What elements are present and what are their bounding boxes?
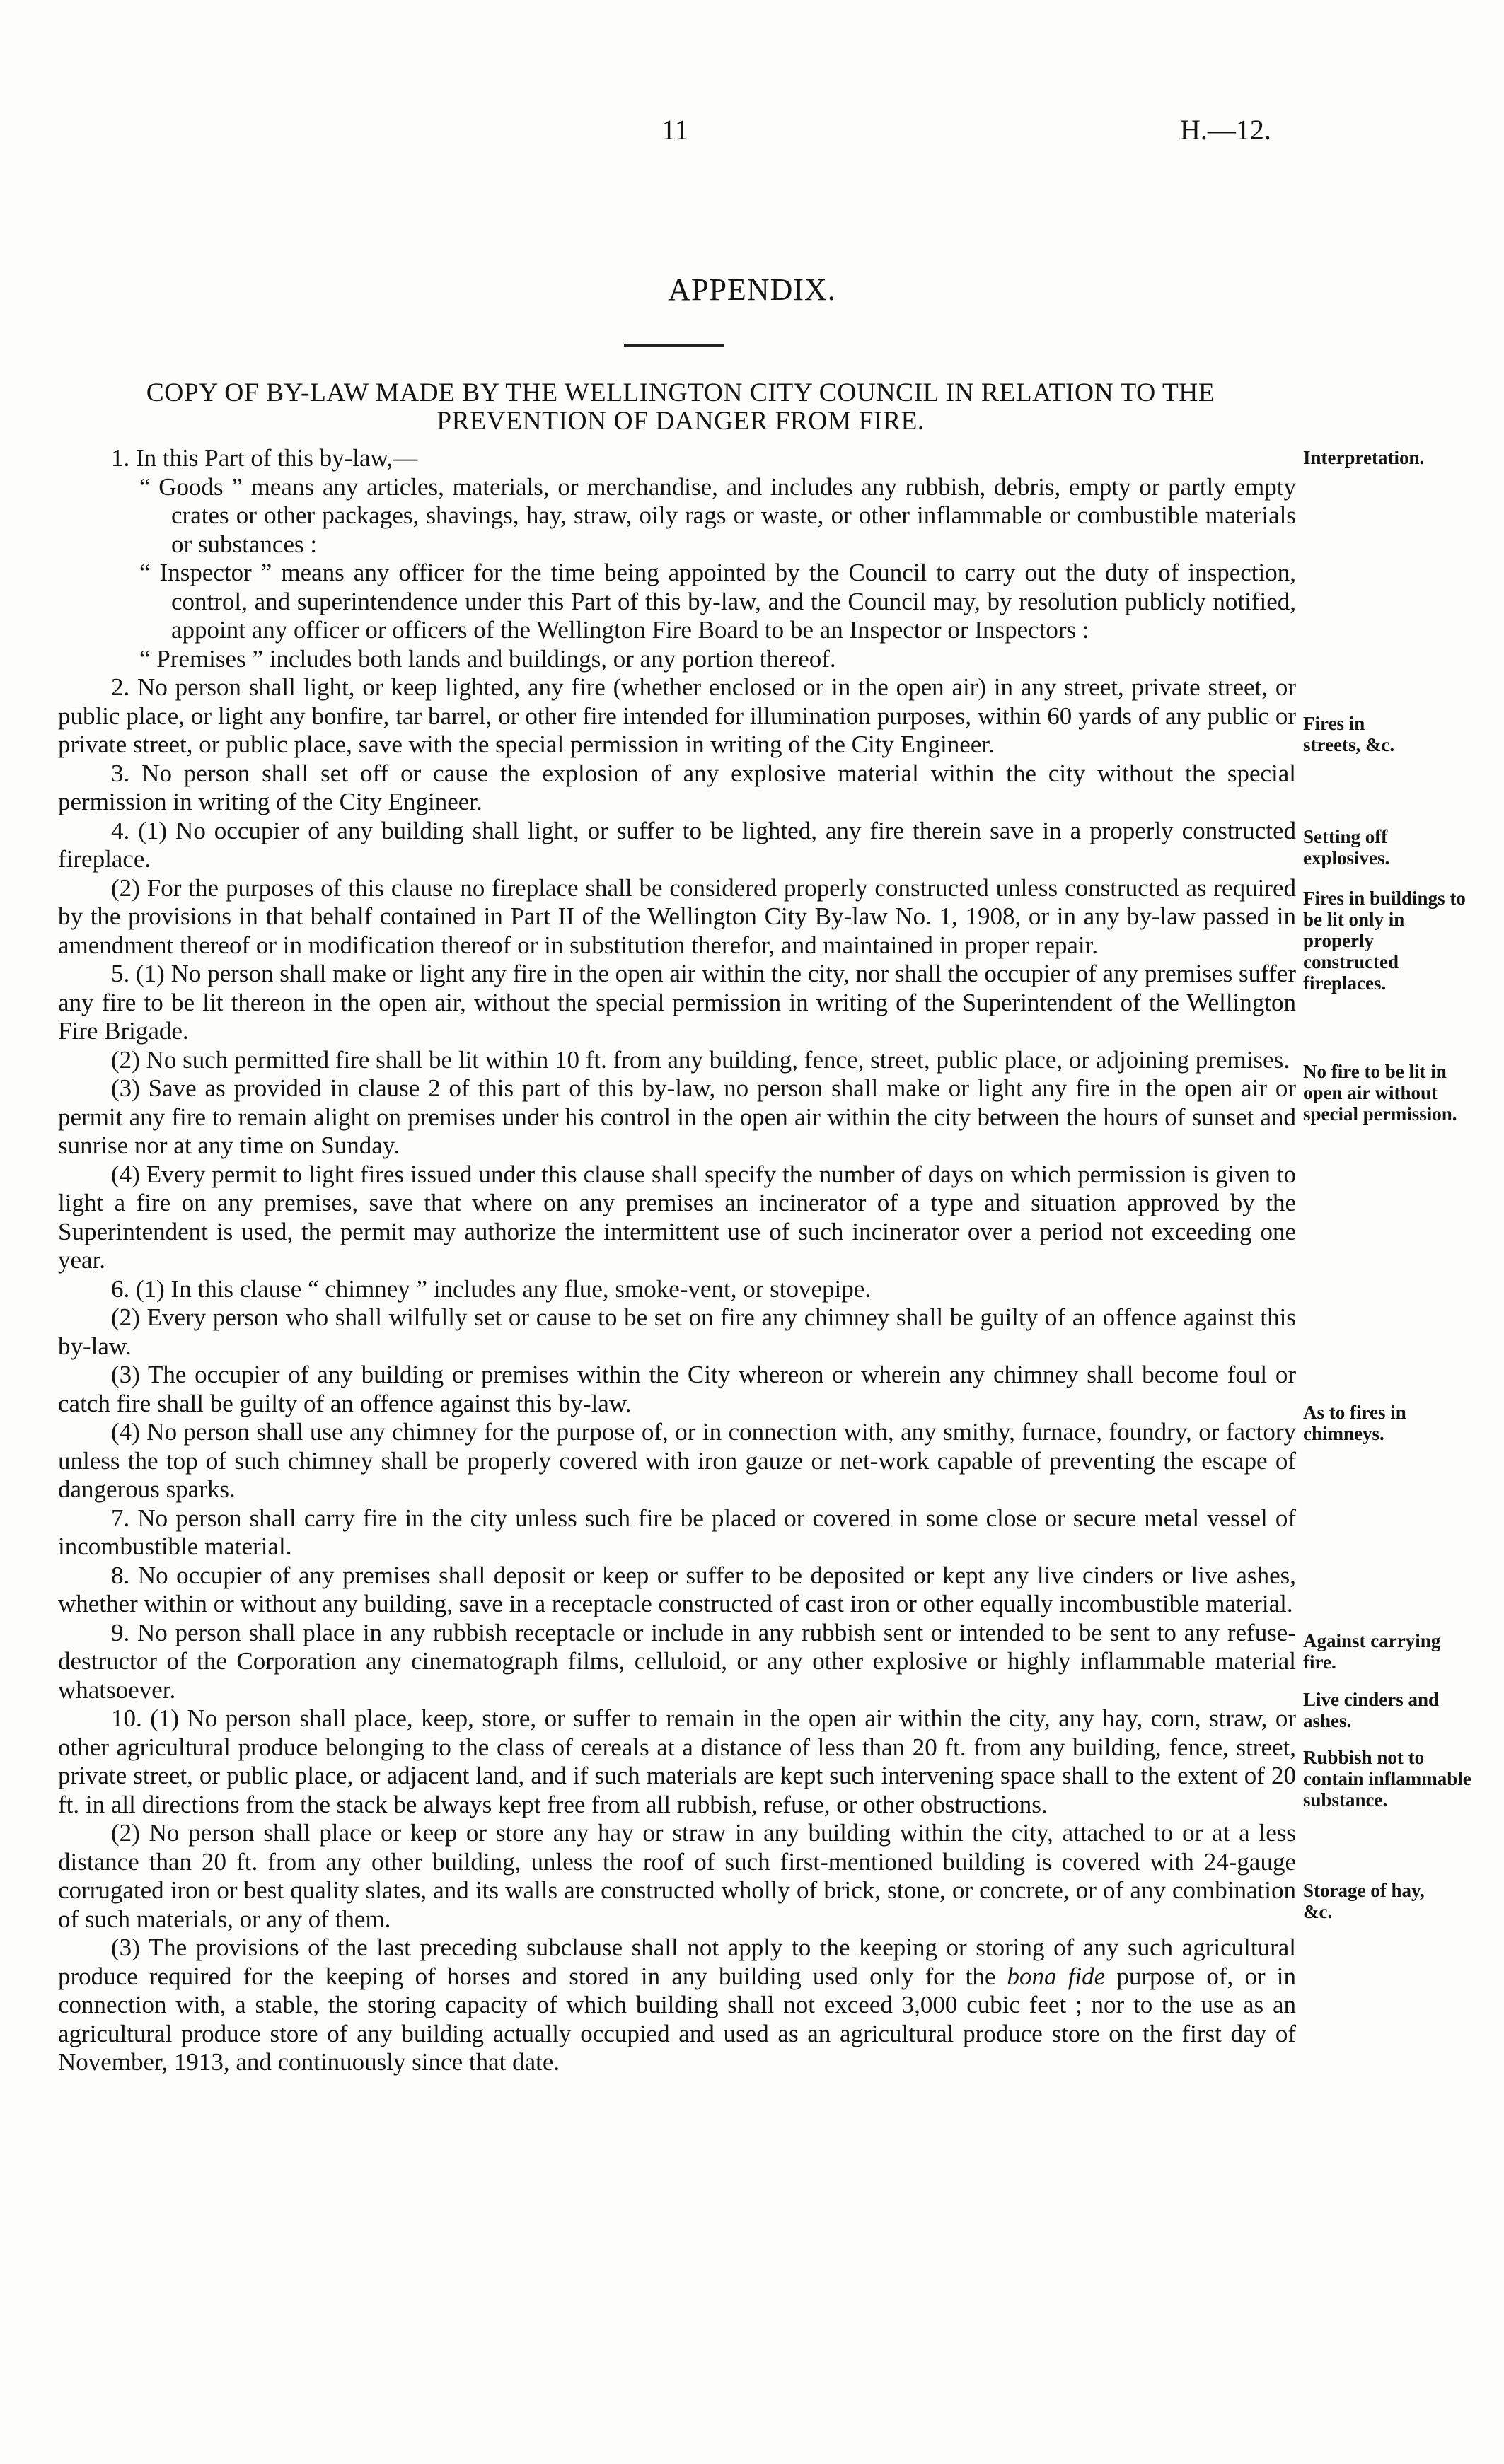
clause-2: 2. No person shall light, or keep lighted, any fire (whether enclosed or in the open air) in any street, private street, or public place, or light any bonfire, tar barrel, or other fire intended for illumination purposes, within 60 yards of any public or private street, or public place, save with the special permission in writing of the City Engineer.	[58, 673, 1296, 758]
clause-5-1: 5. (1) No person shall make or light any fire in the open air within the city, nor shall the occupier of any premises suffer any fire to be lit thereon in the open air, without the special permission in writing of the Superintendent of the Wellington Fire Brigade.	[58, 960, 1296, 1045]
clause-10-3-part-b: purpose of, or in connection with, a stable, the storing capacity of which building shall not exceed 3,000 cubic feet ; nor to the use as an agricultural produce store of any building actually occupied and used as an agricultural produce store on the first day of November, 1913, and continuously since that date.	[58, 1962, 1296, 2076]
clause-10-3-italic: bona fide	[1007, 1962, 1106, 1990]
clause-6-2: (2) Every person who shall wilfully set or cause to be set on fire any chimney shall be guilty of an offence against this by-law.	[58, 1303, 1296, 1360]
margin-note-live-cinders: Live cinders and ashes.	[1303, 1689, 1440, 1731]
clause-7: 7. No person shall carry fire in the city unless such fire be placed or covered in some close or secure metal vessel of incombustible material.	[58, 1504, 1296, 1560]
clause-8: 8. No occupier of any premises shall deposit or keep or suffer to be deposited or kept any live cinders or live ashes, whether within or without any building, save in a receptacle constructed of cast iron or other equally incombustible material.	[58, 1561, 1296, 1617]
clause-10-3	[58, 1934, 1296, 2077]
report-reference: H.—12.	[1180, 114, 1271, 146]
clause-10-2: (2) No person shall place or keep or store any hay or straw in any building within the city, attached to or at a less distance than 20 ft. from any other building, unless the roof of such first-mentioned building is covered with 24-gauge corrugated iron or best quality slates, and its walls are constructed wholly of brick, stone, or concrete, or of any combination of such materials, or any of them.	[58, 1819, 1296, 1933]
clause-5-3: (3) Save as provided in clause 2 of this part of this by-law, no person shall make or light any fire in the open air or permit any fire to remain alight on premises under his control in the open air within the city between the hours of sunset and sunrise nor at any time on Sunday.	[58, 1074, 1296, 1159]
clause-6-1: 6. (1) In this clause “ chimney ” includes any flue, smoke-vent, or stovepipe.	[111, 1274, 871, 1303]
margin-note-open-air-fire: No fire to be lit in open air without special permission.	[1303, 1061, 1457, 1125]
page-number: 11	[661, 114, 689, 146]
clause-4-1: 4. (1) No occupier of any building shall light, or suffer to be lighted, any fire therein save in a properly constructed fireplace.	[58, 816, 1296, 873]
margin-note-interpretation: Interpretation.	[1303, 447, 1425, 468]
clause-10-3-part-a: (3) The provisions of the last preceding subclause shall not apply to the keeping or storing of any such agricultural produce required for the keeping of horses and stored in any building used only for the	[58, 1934, 1296, 1990]
clause-5-2: (2) No such permitted fire shall be lit within 10 ft. from any building, fence, street, public place, or adjoining premises.	[111, 1045, 1290, 1074]
margin-note-chimneys: As to fires in chimneys.	[1303, 1402, 1406, 1444]
bylaw-heading: COPY OF BY-LAW MADE BY THE WELLINGTON CITY COUNCIL IN RELATION TO THE PREVENTION OF DANGER FROM FIRE.	[146, 378, 1215, 436]
margin-note-carrying-fire: Against carrying fire.	[1303, 1630, 1441, 1673]
clause-9: 9. No person shall place in any rubbish receptacle or include in any rubbish sent or intended to be sent to any refuse-destructor of the Corporation any cinematograph films, celluloid, or any other explosive or highly inflammable material whatsoever.	[58, 1618, 1296, 1704]
definition-goods: “ Goods ” means any articles, materials, or merchandise, and includes any rubbish, debris, empty or partly empty crates or other packages, shavings, hay, straw, oily rags or waste, or other inflammable or combustible materials or substances :	[139, 472, 1296, 558]
margin-note-fires-in-buildings: Fires in buildings to be lit only in properly constructed fireplaces.	[1303, 888, 1466, 994]
clause-6-3: (3) The occupier of any building or premises within the City whereon or wherein any chimney shall become foul or catch fire shall be guilty of an offence against this by-law.	[58, 1361, 1296, 1417]
margin-note-fires-in-streets: Fires in streets, &c.	[1303, 713, 1395, 755]
bylaw-body	[58, 444, 1296, 2077]
clause-10-1: 10. (1) No person shall place, keep, store, or suffer to remain in the open air within the city, any hay, corn, straw, or other agricultural produce belonging to the class of cereals at a distance of less than 20 ft. from any building, fence, street, private street, or public place, or adjacent land, and if such materials are kept such intervening space shall to the extent of 20 ft. in all directions from the stack be always kept free from all rubbish, refuse, or other obstructions.	[58, 1704, 1296, 1818]
clause-5-4: (4) Every permit to light fires issued under this clause shall specify the number of days on which permission is given to light a fire on any premises, save that where on any premises an incinerator of a type and situation approved by the Superintendent is used, the permit may authorize the intermittent use of such incinerator over a period not exceeding one year.	[58, 1160, 1296, 1274]
clause-4-2: (2) For the purposes of this clause no fireplace shall be considered properly constructed unless constructed as required by the provisions in that behalf contained in Part II of the Wellington City By-law No. 1, 1908, or in any by-law passed in amendment thereof or in modification thereof or in substitution therefor, and maintained in proper repair.	[58, 873, 1296, 959]
title-divider	[624, 344, 724, 347]
margin-note-setting-off-explosives: Setting off explosives.	[1303, 826, 1390, 868]
definition-premises: “ Premises ” includes both lands and buildings, or any portion thereof.	[139, 644, 836, 673]
appendix-title: APPENDIX.	[668, 272, 836, 307]
definition-inspector: “ Inspector ” means any officer for the time being appointed by the Council to carry out the duty of inspection, control, and superintendence under this Part of this by-law, and the Council may, by resolution publicly notified, appoint any officer or officers of the Wellington Fire Board to be an Inspector or Inspectors :	[139, 559, 1296, 644]
clause-3: 3. No person shall set off or cause the explosion of any explosive material within the city without the special permission in writing of the City Engineer.	[58, 759, 1296, 815]
clause-6-4: (4) No person shall use any chimney for the purpose of, or in connection with, any smithy, furnace, foundry, or factory unless the top of such chimney shall be properly covered with iron gauze or net-work capable of preventing the escape of dangerous sparks.	[58, 1418, 1296, 1503]
margin-note-storage-of-hay: Storage of hay, &c.	[1303, 1880, 1425, 1922]
clause-1: 1. In this Part of this by-law,—	[111, 444, 418, 472]
margin-note-rubbish: Rubbish not to contain inflammable substance.	[1303, 1747, 1471, 1811]
